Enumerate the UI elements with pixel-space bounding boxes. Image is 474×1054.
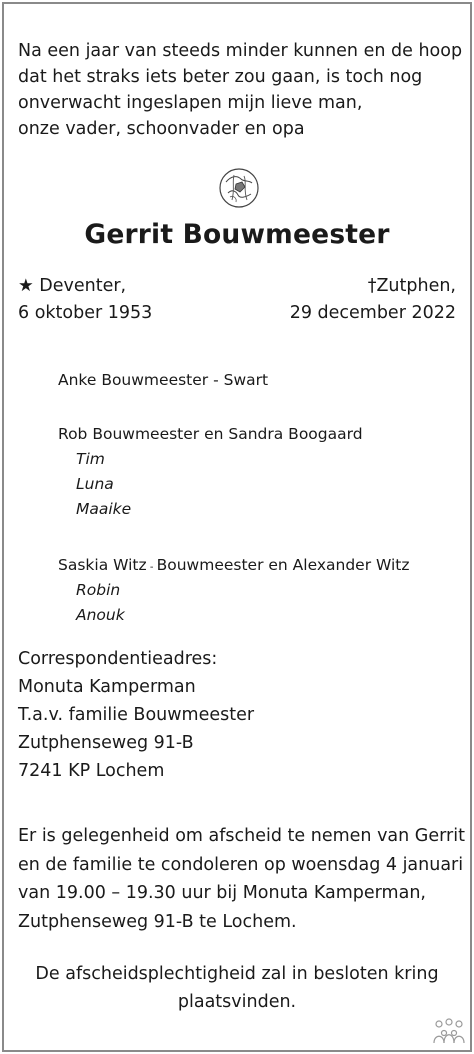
visitation-line: van 19.00 – 19.30 uur bij Monuta Kamperman, (18, 883, 426, 903)
grandchild-name: Tim (76, 450, 105, 468)
child-2-couple (58, 556, 410, 574)
intro-line: Na een jaar van steeds minder kunnen en de hoop (18, 41, 463, 61)
closing-line: De afscheidsplechtigheid zal in besloten kring (35, 964, 439, 984)
visitation-line: en de familie te condoleren op woensdag 4 januari (18, 854, 464, 875)
star-icon: ★ (18, 276, 34, 296)
intro-line: dat het straks iets beter zou gaan, is toch nog (18, 67, 423, 87)
grandchild-name: Robin (76, 581, 121, 599)
grandchild-name: Maaike (76, 500, 132, 518)
birth-info (18, 273, 152, 327)
deceased-name: Gerrit Bouwmeester (84, 219, 390, 250)
child-1-couple: Rob Bouwmeester en Sandra Boogaard (58, 425, 363, 443)
birth-date: 6 oktober 1953 (18, 303, 153, 323)
spouse-name: Anke Bouwmeester - Swart (58, 371, 269, 389)
cross-icon: † (367, 276, 377, 296)
address-line: Zutphenseweg 91-B (18, 733, 194, 753)
birth-place: Deventer, (39, 276, 127, 296)
family-logo-icon (432, 1016, 466, 1046)
intro-text (18, 38, 462, 142)
intro-line: onze vader, schoonvader en opa (18, 119, 305, 139)
death-date: 29 december 2022 (289, 303, 456, 323)
closing-text (0, 960, 474, 1016)
address-line: T.a.v. familie Bouwmeester (18, 705, 255, 725)
visitation-line: Er is gelegenheid om afscheid te nemen van Gerrit (18, 826, 465, 846)
closing-line: plaatsvinden. (177, 992, 297, 1012)
child-2-name-part: Bouwmeester en Alexander Witz (156, 556, 410, 574)
grandchild-name: Luna (76, 475, 114, 493)
address-line: Monuta Kamperman (18, 677, 196, 697)
visitation-line: Zutphenseweg 91-B te Lochem. (18, 911, 297, 932)
death-info (290, 273, 456, 327)
name-dash: - (146, 562, 157, 573)
address-heading: Correspondentieadres: (18, 649, 218, 669)
address-line: 7241 KP Lochem (18, 761, 165, 781)
correspondence-address (18, 645, 254, 785)
intro-line: onverwacht ingeslapen mijn lieve man, (18, 93, 363, 113)
globe-emblem-icon (218, 167, 260, 209)
grandchild-name: Anouk (76, 606, 125, 624)
visitation-text (18, 822, 465, 936)
death-place: Zutphen, (376, 276, 456, 296)
child-2-name-part: Saskia Witz (58, 556, 147, 574)
